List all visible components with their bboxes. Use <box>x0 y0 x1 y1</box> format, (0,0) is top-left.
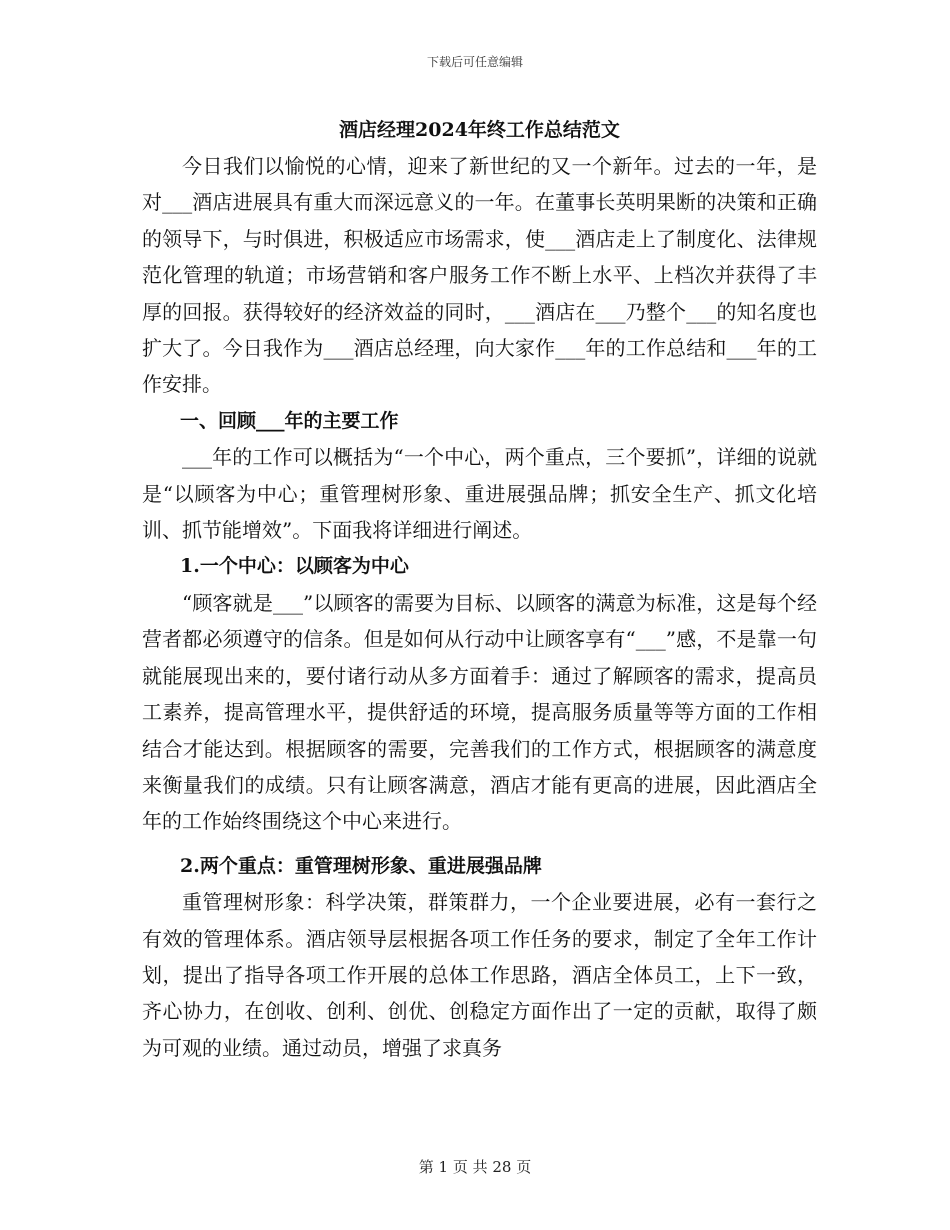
subsection-1-heading: 1.一个中心：以顾客为中心 <box>180 555 409 578</box>
page-header: 下载后可任意编辑 <box>426 55 523 69</box>
document-title: 酒店经理2024年终工作总结范文 <box>339 119 620 141</box>
page-number: 第 1 页 共 28 页 <box>418 1158 532 1176</box>
section-1-paragraph: ___年的工作可以概括为“一个中心，两个重点，三个要抓”，详细的说就是“以顾客为中心；重管理树形象、重进展强品牌；抓安全生产、抓文化培训、抓节能增效”。下面我将详细进行阐述。 <box>142 445 817 543</box>
subsection-2-paragraph: 重管理树形象：科学决策，群策群力，一个企业要进展，必有一套行之有效的管理体系。酒店领导层根据各项工作任务的要求，制定了全年工作计划，提出了指导各项工作开展的总体工作思路，酒店全体员工，上下一致，齐心协力，在创收、创利、创优、创稳定方面作出了一定的贡献，取得了颇为可观的业绩。通过动员，增强了求真务 <box>142 890 817 1060</box>
subsection-1-paragraph: “顾客就是___”以顾客的需要为目标、以顾客的满意为标准，这是每个经营者都必须遵守的信条。但是如何从行动中让顾客享有“___”感，不是靠一句就能展现出来的，要付诸行动从多方面着手：通过了解顾客的需求，提高员工素养，提高管理水平，提供舒适的环境，提高服务质量等等方面的工作相结合才能达到。根据顾客的需要，完善我们的工作方式，根据顾客的满意度来衡量我们的成绩。只有让顾客满意，酒店才能有更高的进展，因此酒店全年的工作始终围绕这个中心来进行。 <box>142 590 817 834</box>
document-body <box>142 112 817 1066</box>
section-1-heading: 一、回顾___年的主要工作 <box>180 409 399 432</box>
subsection-2-heading: 2.两个重点：重管理树形象、重进展强品牌 <box>180 854 542 877</box>
intro-paragraph: 今日我们以愉悦的心情，迎来了新世纪的又一个新年。过去的一年，是对___酒店进展具有重大而深远意义的一年。在董事长英明果断的决策和正确的领导下，与时俱进，积极适应市场需求，使___酒店走上了制度化、法律规范化管理的轨道；市场营销和客户服务工作不断上水平、上档次并获得了丰厚的回报。获得较好的经济效益的同时，___酒店在___乃整个___的知名度也扩大了。今日我作为___酒店总经理，向大家作___年的工作总结和___年的工作安排。 <box>142 154 817 397</box>
